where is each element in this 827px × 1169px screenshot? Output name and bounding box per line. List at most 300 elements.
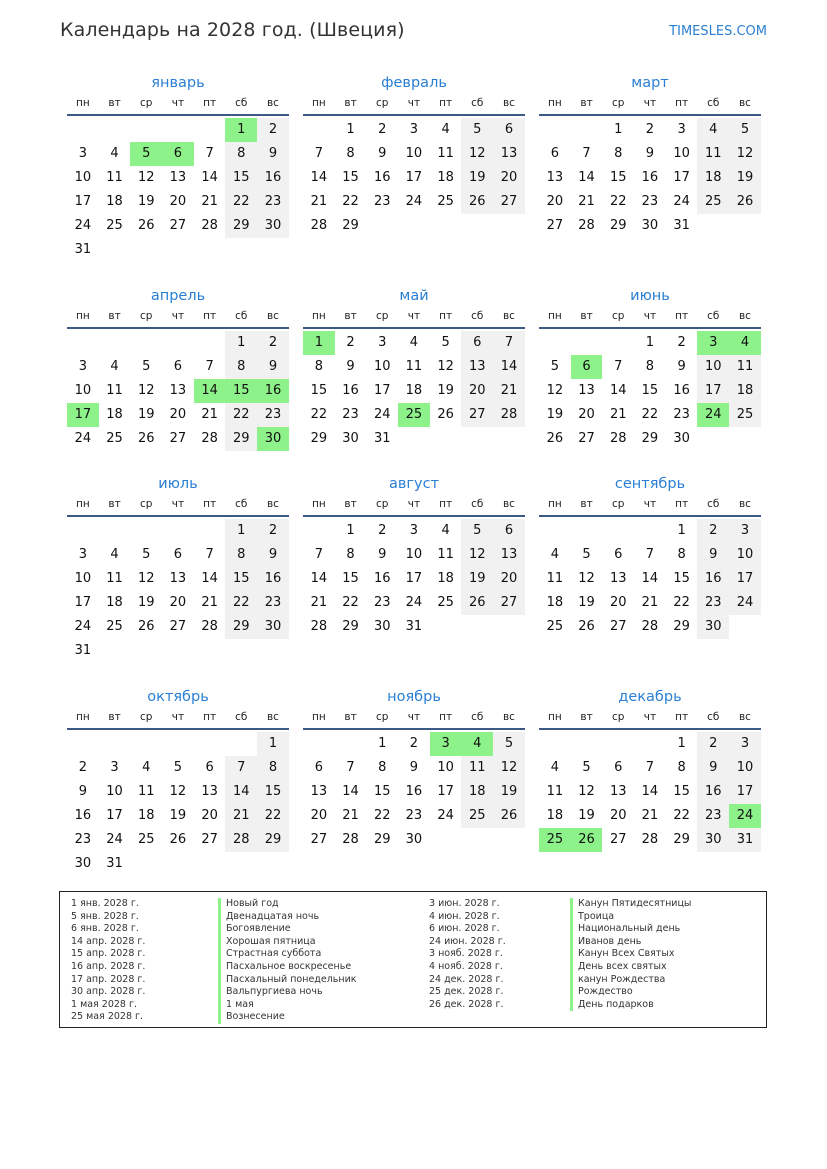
day-cell: 31 — [729, 828, 761, 852]
day-cell: 25 — [729, 403, 761, 427]
weekday-label: ср — [611, 97, 625, 109]
day-cell: 29 — [673, 832, 690, 847]
day-cell: 8 — [645, 359, 655, 374]
day-cell: 31 — [74, 643, 92, 658]
day-cell: 25 — [137, 832, 155, 847]
legend-row: 5 янв. 2028 г. — [71, 910, 139, 922]
empty-cell — [99, 118, 131, 142]
day-cell: 17 — [106, 808, 123, 823]
month-1 — [67, 72, 289, 262]
day-cell: 16 — [405, 784, 423, 799]
day-cell: 20 — [578, 407, 595, 422]
empty-cell — [571, 331, 603, 355]
day-cell: 15 — [673, 784, 690, 799]
day-cell: 9 — [677, 359, 686, 374]
day-cell: 27 — [578, 431, 595, 446]
day-cell: 25 — [437, 595, 454, 610]
day-cell: 26 — [493, 804, 525, 828]
day-cell: 29 — [342, 619, 359, 634]
day-cell: 2 — [257, 118, 289, 142]
day-cell: 28 — [310, 619, 328, 634]
legend-row: Страстная суббота — [218, 948, 357, 961]
day-cell: 25 — [546, 619, 564, 634]
legend-row: Богоявление — [218, 923, 357, 936]
day-cell: 6 — [173, 547, 183, 562]
day-cell: 3 — [729, 732, 761, 756]
day-cell: 27 — [493, 591, 525, 615]
day-cell: 7 — [314, 146, 323, 161]
empty-cell — [634, 732, 666, 756]
day-cell: 29 — [342, 218, 359, 233]
day-cell: 15 — [373, 784, 391, 799]
day-cell: 24 — [74, 619, 92, 634]
weekday-label: вт — [580, 711, 593, 723]
holiday-day-cell: 14 — [194, 379, 226, 403]
day-cell: 3 — [409, 523, 419, 538]
day-cell: 13 — [461, 355, 493, 379]
legend-row: 1 янв. 2028 г. — [71, 898, 139, 909]
day-cell: 2 — [677, 335, 686, 350]
day-cell: 21 — [609, 407, 627, 422]
month-name: июль — [158, 476, 198, 492]
day-cell: 5 — [142, 547, 151, 562]
day-cell: 13 — [310, 784, 328, 799]
day-cell: 6 — [614, 760, 623, 775]
empty-cell — [130, 118, 162, 142]
day-cell: 12 — [461, 543, 493, 567]
day-cell: 12 — [578, 784, 595, 799]
day-cell: 7 — [346, 760, 355, 775]
day-cell: 27 — [461, 403, 493, 427]
day-cell: 19 — [578, 808, 595, 823]
day-cell: 26 — [578, 619, 595, 634]
day-cell: 26 — [437, 407, 454, 422]
empty-cell — [194, 118, 226, 142]
day-cell: 25 — [106, 218, 123, 233]
day-cell: 1 — [225, 331, 257, 355]
day-cell: 11 — [137, 784, 155, 799]
day-cell: 22 — [310, 407, 328, 422]
weekday-label: ср — [139, 711, 153, 723]
holiday-day-cell: 24 — [697, 403, 729, 427]
day-cell: 3 — [729, 519, 761, 543]
day-cell: 11 — [546, 571, 564, 586]
weekday-label: пт — [439, 711, 453, 723]
day-cell: 10 — [729, 756, 761, 780]
empty-cell — [67, 331, 99, 355]
legend-row: 26 дек. 2028 г. — [429, 998, 504, 1010]
brand-link[interactable]: TIMESLES.COM — [669, 24, 767, 39]
day-cell: 7 — [645, 760, 655, 775]
day-cell: 30 — [257, 615, 289, 639]
weekday-label: вс — [738, 498, 751, 510]
day-cell: 10 — [405, 146, 423, 161]
legend-row: Хорошая пятница — [218, 936, 357, 949]
day-cell: 19 — [493, 780, 525, 804]
day-cell: 28 — [578, 218, 595, 233]
day-cell: 21 — [201, 194, 218, 209]
holiday-day-cell: 6 — [571, 355, 603, 379]
day-cell: 24 — [405, 595, 423, 610]
day-cell: 7 — [205, 547, 214, 562]
day-cell: 8 — [378, 760, 387, 775]
month-12 — [539, 686, 761, 852]
day-cell: 27 — [546, 218, 564, 233]
legend-row: Троица — [570, 911, 691, 924]
day-cell: 18 — [405, 383, 423, 398]
empty-cell — [303, 732, 335, 756]
weekday-label: пн — [311, 498, 326, 510]
day-cell: 31 — [74, 242, 92, 257]
weekday-header — [67, 307, 289, 329]
month-4 — [67, 285, 289, 451]
day-cell: 20 — [169, 595, 187, 610]
page-title: Календарь на 2028 год. (Швеция) — [60, 19, 405, 41]
day-cell: 8 — [677, 547, 686, 562]
day-cell: 3 — [378, 335, 387, 350]
empty-cell — [539, 519, 571, 543]
month-name: январь — [151, 75, 205, 91]
weekday-label: ср — [611, 711, 625, 723]
weekday-label: пт — [675, 97, 689, 109]
day-cell: 17 — [405, 170, 423, 185]
legend-row: канун Рождества — [570, 974, 691, 987]
day-cell: 30 — [342, 431, 359, 446]
weekday-label: ср — [375, 310, 389, 322]
weekday-label: сб — [471, 711, 484, 723]
day-cell: 7 — [205, 359, 214, 374]
legend-row: Вальпургиева ночь — [218, 986, 357, 999]
day-cell: 9 — [378, 547, 387, 562]
weekday-label: пт — [439, 97, 453, 109]
empty-cell — [571, 732, 603, 756]
empty-cell — [539, 732, 571, 756]
weekday-header — [539, 708, 761, 730]
day-cell: 17 — [74, 595, 92, 610]
day-cell: 23 — [373, 194, 391, 209]
day-cell: 12 — [137, 170, 155, 185]
day-cell: 16 — [342, 383, 359, 398]
day-cell: 9 — [697, 543, 729, 567]
day-grid — [303, 732, 525, 852]
day-cell: 11 — [729, 355, 761, 379]
holiday-day-cell: 17 — [67, 403, 99, 427]
day-grid — [303, 331, 525, 451]
weekday-label: пн — [311, 97, 326, 109]
weekday-label: сб — [235, 711, 248, 723]
weekday-label: пн — [311, 310, 326, 322]
legend-right-names — [570, 898, 691, 1011]
legend-row: 24 июн. 2028 г. — [429, 935, 506, 947]
weekday-label: чт — [643, 97, 657, 109]
empty-cell — [130, 732, 162, 756]
day-cell: 10 — [373, 359, 391, 374]
weekday-label: чт — [171, 711, 185, 723]
day-cell: 4 — [550, 547, 559, 562]
day-cell: 14 — [641, 784, 659, 799]
weekday-header — [303, 708, 525, 730]
day-grid — [539, 519, 761, 639]
empty-cell — [99, 519, 131, 543]
day-cell: 19 — [169, 808, 187, 823]
weekday-label: вс — [266, 310, 279, 322]
weekday-label: вт — [580, 310, 593, 322]
day-cell: 8 — [677, 760, 686, 775]
weekday-header — [303, 94, 525, 116]
legend-row: 6 янв. 2028 г. — [71, 923, 139, 935]
empty-cell — [303, 118, 335, 142]
empty-cell — [194, 519, 226, 543]
empty-cell — [571, 519, 603, 543]
day-cell: 15 — [225, 567, 257, 591]
day-cell: 5 — [550, 359, 559, 374]
day-cell: 2 — [346, 335, 355, 350]
day-cell: 26 — [137, 619, 155, 634]
day-grid — [539, 331, 761, 451]
day-cell: 29 — [257, 828, 289, 852]
day-cell: 21 — [578, 194, 595, 209]
day-cell: 7 — [614, 359, 623, 374]
day-cell: 23 — [405, 808, 423, 823]
day-cell: 15 — [310, 383, 328, 398]
weekday-label: сб — [707, 310, 720, 322]
day-cell: 6 — [493, 519, 525, 543]
day-cell: 22 — [257, 804, 289, 828]
day-cell: 27 — [169, 431, 187, 446]
weekday-label: ср — [375, 97, 389, 109]
day-cell: 9 — [645, 146, 655, 161]
weekday-label: пн — [75, 310, 90, 322]
day-cell: 20 — [546, 194, 564, 209]
day-cell: 21 — [225, 804, 257, 828]
day-cell: 17 — [437, 784, 454, 799]
legend-row: День подарков — [570, 999, 691, 1012]
day-grid — [67, 118, 289, 262]
day-cell: 13 — [169, 170, 187, 185]
day-cell: 23 — [697, 804, 729, 828]
day-cell: 13 — [493, 142, 525, 166]
day-grid — [67, 732, 289, 876]
weekday-label: чт — [407, 498, 421, 510]
holiday-day-cell: 30 — [257, 427, 289, 451]
legend-row: Канун Всех Святых — [570, 948, 691, 961]
day-cell: 11 — [437, 146, 454, 161]
day-cell: 16 — [257, 567, 289, 591]
empty-cell — [67, 118, 99, 142]
day-cell: 12 — [437, 359, 454, 374]
day-cell: 28 — [641, 619, 659, 634]
day-cell: 22 — [373, 808, 391, 823]
holiday-day-cell: 4 — [729, 331, 761, 355]
day-cell: 22 — [225, 190, 257, 214]
day-cell: 4 — [550, 760, 559, 775]
day-cell: 17 — [673, 170, 690, 185]
day-cell: 18 — [461, 780, 493, 804]
day-cell: 18 — [546, 808, 564, 823]
weekday-label: пн — [547, 498, 562, 510]
holiday-day-cell: 24 — [729, 804, 761, 828]
day-cell: 10 — [405, 547, 423, 562]
day-cell: 31 — [373, 431, 391, 446]
empty-cell — [194, 732, 226, 756]
day-cell: 19 — [729, 166, 761, 190]
month-10 — [67, 686, 289, 876]
day-cell: 27 — [169, 218, 187, 233]
day-cell: 29 — [225, 615, 257, 639]
day-cell: 10 — [437, 760, 454, 775]
day-cell: 20 — [310, 808, 328, 823]
weekday-label: пт — [203, 310, 217, 322]
day-cell: 1 — [346, 122, 355, 137]
day-grid — [303, 519, 525, 639]
month-name: октябрь — [147, 689, 209, 705]
day-cell: 2 — [697, 732, 729, 756]
legend-row: Иванов день — [570, 936, 691, 949]
day-cell: 2 — [257, 331, 289, 355]
day-cell: 19 — [546, 407, 564, 422]
day-cell: 28 — [201, 431, 218, 446]
day-cell: 6 — [614, 547, 623, 562]
day-cell: 4 — [441, 122, 450, 137]
day-cell: 24 — [106, 832, 123, 847]
day-cell: 17 — [373, 383, 391, 398]
weekday-label: вт — [344, 310, 357, 322]
month-name: декабрь — [618, 689, 682, 705]
weekday-header — [67, 94, 289, 116]
day-cell: 30 — [74, 856, 92, 871]
day-cell: 20 — [169, 194, 187, 209]
day-cell: 24 — [437, 808, 454, 823]
month-name: март — [631, 75, 669, 91]
day-cell: 22 — [225, 591, 257, 615]
day-cell: 11 — [437, 547, 454, 562]
day-cell: 20 — [201, 808, 218, 823]
day-cell: 10 — [673, 146, 690, 161]
day-cell: 12 — [169, 784, 187, 799]
empty-cell — [194, 331, 226, 355]
day-cell: 19 — [578, 595, 595, 610]
day-cell: 11 — [405, 359, 423, 374]
day-cell: 16 — [697, 780, 729, 804]
weekday-label: ср — [139, 498, 153, 510]
day-cell: 26 — [729, 190, 761, 214]
legend-row: Рождество — [570, 986, 691, 999]
day-cell: 9 — [409, 760, 419, 775]
day-cell: 24 — [74, 431, 92, 446]
day-cell: 21 — [310, 194, 328, 209]
day-cell: 30 — [673, 431, 690, 446]
weekday-label: пн — [547, 97, 562, 109]
day-cell: 3 — [78, 359, 87, 374]
day-cell: 14 — [609, 383, 627, 398]
legend-row: 25 мая 2028 г. — [71, 1011, 144, 1023]
day-cell: 1 — [378, 736, 387, 751]
day-cell: 21 — [641, 808, 659, 823]
day-cell: 3 — [110, 760, 119, 775]
day-cell: 1 — [614, 122, 623, 137]
empty-cell — [162, 118, 194, 142]
day-cell: 30 — [257, 214, 289, 238]
day-cell: 11 — [461, 756, 493, 780]
weekday-label: вт — [344, 498, 357, 510]
day-cell: 13 — [609, 784, 627, 799]
day-cell: 13 — [493, 543, 525, 567]
day-cell: 29 — [310, 431, 328, 446]
empty-cell — [225, 732, 257, 756]
day-cell: 9 — [257, 355, 289, 379]
day-cell: 1 — [645, 335, 655, 350]
weekday-label: сб — [471, 310, 484, 322]
day-cell: 13 — [546, 170, 564, 185]
day-cell: 18 — [546, 595, 564, 610]
day-cell: 5 — [493, 732, 525, 756]
day-cell: 6 — [461, 331, 493, 355]
day-cell: 20 — [609, 595, 627, 610]
weekday-label: вс — [738, 310, 751, 322]
day-cell: 18 — [729, 379, 761, 403]
day-cell: 5 — [582, 760, 591, 775]
day-cell: 6 — [205, 760, 214, 775]
day-grid — [303, 118, 525, 238]
day-cell: 28 — [201, 619, 218, 634]
day-cell: 10 — [106, 784, 123, 799]
day-cell: 10 — [74, 571, 92, 586]
day-cell: 12 — [578, 571, 595, 586]
weekday-label: сб — [707, 97, 720, 109]
day-cell: 18 — [437, 571, 454, 586]
day-cell: 21 — [201, 595, 218, 610]
day-cell: 25 — [106, 619, 123, 634]
day-cell: 4 — [441, 523, 450, 538]
day-cell: 8 — [225, 142, 257, 166]
weekday-label: вт — [108, 498, 121, 510]
day-cell: 9 — [257, 543, 289, 567]
day-cell: 9 — [78, 784, 87, 799]
weekday-label: чт — [171, 498, 185, 510]
month-name: май — [399, 288, 429, 304]
day-cell: 20 — [461, 379, 493, 403]
day-cell: 8 — [614, 146, 623, 161]
legend-row: Новый год — [218, 898, 357, 911]
day-cell: 28 — [310, 218, 328, 233]
month-7 — [67, 473, 289, 663]
day-cell: 9 — [346, 359, 355, 374]
day-cell: 30 — [641, 218, 659, 233]
legend-row: 30 апр. 2028 г. — [71, 986, 146, 998]
weekday-header — [67, 708, 289, 730]
day-cell: 19 — [137, 407, 155, 422]
legend-row: Двенадцатая ночь — [218, 911, 357, 924]
day-cell: 14 — [493, 355, 525, 379]
holiday-day-cell: 26 — [571, 828, 603, 852]
weekday-header — [539, 94, 761, 116]
day-cell: 12 — [137, 571, 155, 586]
legend-row: 25 дек. 2028 г. — [429, 986, 504, 998]
legend-row: 1 мая 2028 г. — [71, 998, 137, 1010]
month-name: февраль — [381, 75, 447, 91]
day-cell: 26 — [169, 832, 187, 847]
weekday-label: вс — [266, 711, 279, 723]
day-cell: 9 — [697, 756, 729, 780]
legend-row: Вознесение — [218, 1011, 357, 1024]
day-cell: 29 — [609, 218, 627, 233]
day-cell: 28 — [641, 832, 659, 847]
day-cell: 18 — [106, 194, 123, 209]
weekday-label: пн — [311, 711, 326, 723]
day-cell: 7 — [314, 547, 323, 562]
day-cell: 27 — [609, 832, 627, 847]
empty-cell — [335, 732, 367, 756]
